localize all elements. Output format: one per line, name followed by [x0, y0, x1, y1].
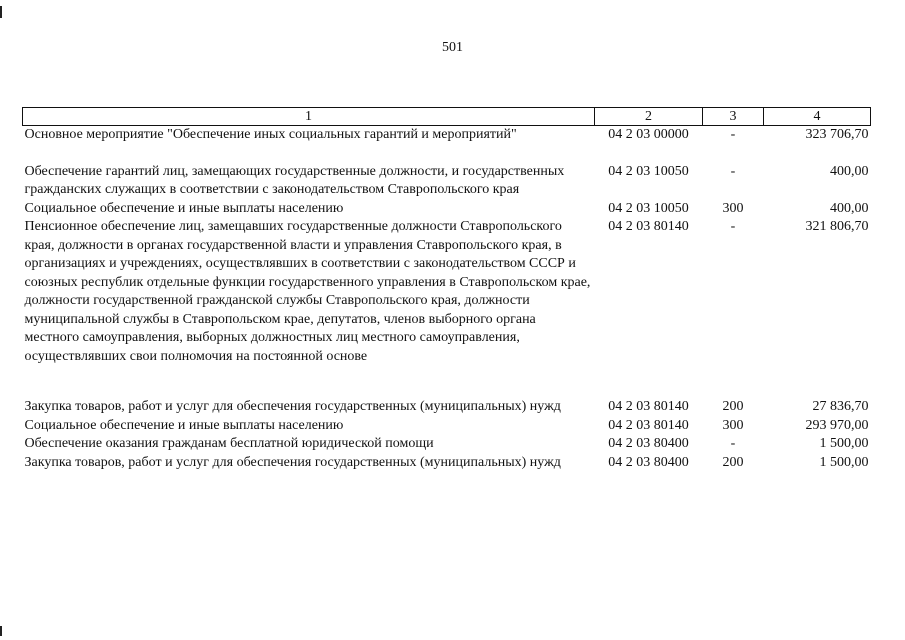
row-code: 04 2 03 10050	[608, 163, 689, 179]
row-name: Обеспечение оказания гражданам бесплатной юридической помощи	[24, 436, 434, 451]
scan-edge-mark	[0, 626, 2, 636]
row-type: 300	[722, 417, 744, 433]
table-row	[23, 435, 871, 454]
row-amount: 400,00	[830, 163, 869, 179]
row-amount: 293 970,00	[805, 417, 869, 433]
table-row	[23, 398, 871, 417]
row-type: -	[730, 127, 736, 142]
row-type: -	[730, 163, 736, 179]
row-type: 200	[722, 454, 744, 470]
row-code: 04 2 03 10050	[608, 200, 689, 216]
row-name: Закупка товаров, работ и услуг для обеспечения государственных (муниципальных) нужд	[24, 454, 561, 470]
row-amount: 27 836,70	[812, 399, 869, 414]
row-code: 04 2 03 80400	[608, 454, 689, 470]
row-amount: 1 500,00	[819, 454, 869, 470]
column-header-2: 2	[595, 108, 703, 126]
row-name: Социальное обеспечение и иные выплаты населению	[24, 200, 344, 216]
row-type: 300	[722, 200, 744, 216]
column-header-3: 3	[703, 108, 764, 126]
row-code: 04 2 03 80140	[608, 399, 689, 414]
scan-edge-mark	[0, 6, 2, 18]
row-name: Закупка товаров, работ и услуг для обеспечения государственных (муниципальных) нужд	[24, 399, 561, 414]
row-type: -	[730, 436, 736, 451]
table-row	[23, 218, 871, 398]
row-amount: 321 806,70	[805, 219, 869, 234]
row-code: 04 2 03 80140	[608, 219, 689, 234]
row-name: Обеспечение гарантий лиц, замещающих государственные должности, и государственных гражданских служащих в соответствии с законодательством Ставропольского края	[24, 163, 565, 197]
table-row	[23, 417, 871, 436]
row-amount: 323 706,70	[805, 127, 869, 142]
table-row	[23, 200, 871, 219]
row-amount: 1 500,00	[819, 436, 869, 451]
column-header-4: 4	[764, 108, 871, 126]
row-name: Основное мероприятие "Обеспечение иных социальных гарантий и мероприятий"	[24, 127, 517, 142]
row-type: -	[730, 219, 736, 234]
row-type: 200	[722, 399, 744, 414]
table-row	[23, 126, 871, 163]
table-row	[23, 454, 871, 473]
row-code: 04 2 03 80400	[608, 436, 689, 451]
budget-table	[22, 107, 871, 472]
row-code: 04 2 03 80140	[608, 417, 689, 433]
page-number: 501	[442, 40, 463, 55]
column-header-1: 1	[23, 108, 595, 126]
header-row	[23, 108, 871, 126]
row-amount: 400,00	[830, 200, 869, 216]
table-row	[23, 163, 871, 200]
row-name: Социальное обеспечение и иные выплаты населению	[24, 417, 344, 433]
row-code: 04 2 03 00000	[608, 127, 689, 142]
row-name: Пенсионное обеспечение лиц, замещавших государственные должности Ставропольского края, должности в органах государственной власти и управления Ставропольского края, в организациях и учреждениях, осуществлявших в соответствии с законодательством СССР и союзных республик отдельные функции государственного управления в Ставропольском крае, должности государственной гражданской службы Ставропольского края, должности муниципальной службы в Ставропольском крае, депутатов, членов выборного органа местного самоуправления, выборных должностных лиц местного самоуправления, осуществлявших свои полномочия на постоянной основе	[24, 219, 591, 364]
